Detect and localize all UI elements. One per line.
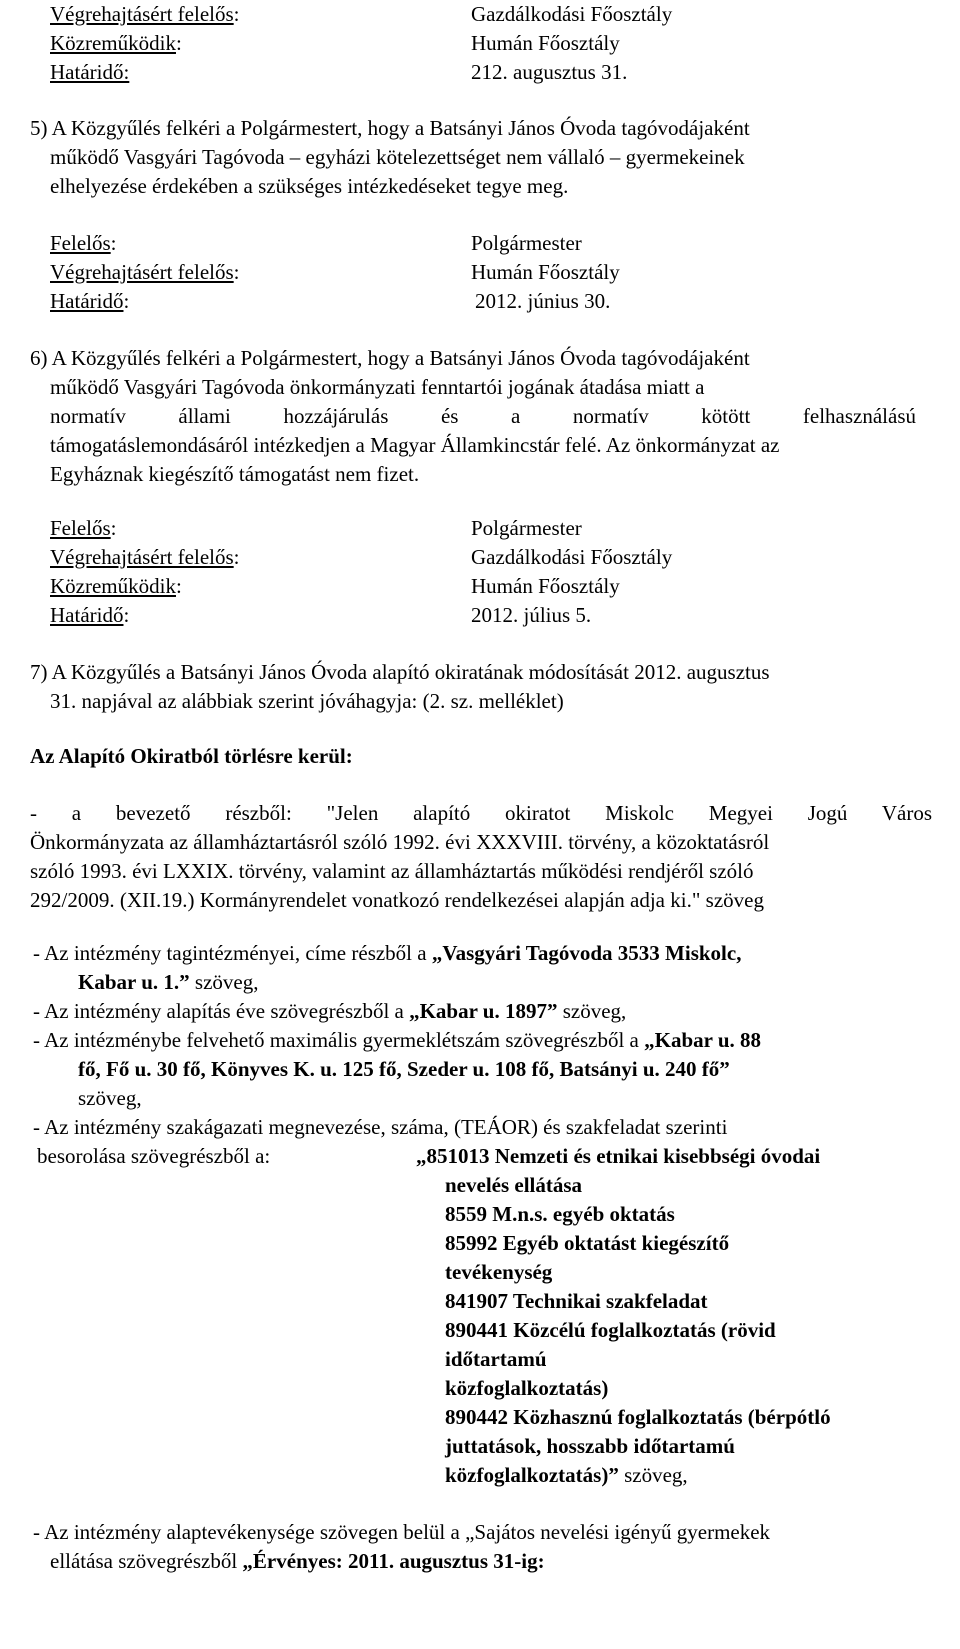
code-line-9: közfoglalkoztatás) bbox=[445, 1376, 609, 1400]
row-kozremukodik-label: Közreműködik: bbox=[50, 31, 182, 55]
code-line-2: nevelés ellátása bbox=[445, 1173, 583, 1197]
bullet4-line2: besorolása szövegrészből a: bbox=[37, 1144, 271, 1168]
code-line-6: 841907 Technikai szakfeladat bbox=[445, 1289, 708, 1313]
row-vegrehajtas-value: Gazdálkodási Főosztály bbox=[471, 2, 673, 26]
row-vegrehajtas-label: Végrehajtásért felelős: bbox=[50, 2, 240, 26]
row-hatarido-label: Határidő: bbox=[50, 60, 130, 84]
item6-line5: Egyháznak kiegészítő támogatást nem fizet. bbox=[50, 462, 420, 486]
bullet1-line2: Kabar u. 1.” szöveg, bbox=[78, 970, 259, 994]
row-hatarido-value: 212. augusztus 31. bbox=[471, 60, 628, 84]
item5-vegrehajtas-label: Végrehajtásért felelős: bbox=[50, 260, 240, 284]
item6-hatarido-label: Határidő: bbox=[50, 603, 130, 627]
item6-kozremukodik-value: Humán Főosztály bbox=[471, 574, 620, 598]
item6-line3: normatív állami hozzájárulás és a normatív kötött felhasználású bbox=[50, 404, 916, 428]
item7-line1: 7) A Közgyűlés a Batsányi János Óvoda alapító okiratának módosítását 2012. augusztus bbox=[30, 660, 770, 684]
para1-line2: Önkormányzata az államháztartásról szóló 1992. évi XXXVIII. törvény, a közoktatásról bbox=[30, 830, 770, 854]
bullet5-line2: ellátása szövegrészből „Érvényes: 2011. augusztus 31-ig: bbox=[50, 1549, 545, 1573]
item5-felelos-label: Felelős: bbox=[50, 231, 117, 255]
code-line-4: 85992 Egyéb oktatást kiegészítő bbox=[445, 1231, 730, 1255]
code-line-7: 890441 Közcélú foglalkoztatás (rövid bbox=[445, 1318, 776, 1342]
item5-line2: működő Vasgyári Tagóvoda – egyházi kötelezettséget nem vállaló – gyermekeinek bbox=[50, 145, 745, 169]
item6-felelos-label: Felelős: bbox=[50, 516, 117, 540]
item5-line3: elhelyezése érdekében a szükséges intézkedéseket tegye meg. bbox=[50, 174, 569, 198]
bullet3-line3: szöveg, bbox=[78, 1086, 142, 1110]
item6-hatarido-value: 2012. július 5. bbox=[471, 603, 592, 627]
item6-line1: 6) A Közgyűlés felkéri a Polgármestert, hogy a Batsányi János Óvoda tagóvodájaként bbox=[30, 346, 750, 370]
item6-line2: működő Vasgyári Tagóvoda önkormányzati fenntartói jogának átadása miatt a bbox=[50, 375, 705, 399]
item6-felelos-value: Polgármester bbox=[471, 516, 582, 540]
para1-line3: szóló 1993. évi LXXIX. törvény, valamint az államháztartás működési rendjéről szóló bbox=[30, 859, 754, 883]
item5-line1: 5) A Közgyűlés felkéri a Polgármestert, hogy a Batsányi János Óvoda tagóvodájaként bbox=[30, 116, 750, 140]
para1-line1: - a bevezető részből: "Jelen alapító okiratot Miskolc Megyei Jogú Város bbox=[30, 801, 932, 825]
code-line-5: tevékenység bbox=[445, 1260, 553, 1284]
item6-vegrehajtas-value: Gazdálkodási Főosztály bbox=[471, 545, 673, 569]
bullet5-line1: - Az intézmény alaptevékenysége szövegen belül a „Sajátos nevelési igényű gyermekek bbox=[33, 1520, 771, 1544]
bullet1-line1: - Az intézmény tagintézményei, címe részből a „Vasgyári Tagóvoda 3533 Miskolc, bbox=[33, 941, 742, 965]
item6-vegrehajtas-label: Végrehajtásért felelős: bbox=[50, 545, 240, 569]
code-line-10: 890442 Közhasznú foglalkoztatás (bérpótló bbox=[445, 1405, 831, 1429]
code-line-12: közfoglalkoztatás)” szöveg, bbox=[445, 1463, 688, 1487]
item5-felelos-value: Polgármester bbox=[471, 231, 582, 255]
item6-line4: támogatáslemondásáról intézkedjen a Magyar Államkincstár felé. Az önkormányzat az bbox=[50, 433, 780, 457]
item5-vegrehajtas-value: Humán Főosztály bbox=[471, 260, 620, 284]
code-line-1: „851013 Nemzeti és etnikai kisebbségi óvodai bbox=[416, 1144, 821, 1168]
row-kozremukodik-value: Humán Főosztály bbox=[471, 31, 620, 55]
para1-line4: 292/2009. (XII.19.) Kormányrendelet vonatkozó rendelkezései alapján adja ki." szöveg bbox=[30, 888, 764, 912]
bullet2: - Az intézmény alapítás éve szövegrészből a „Kabar u. 1897” szöveg, bbox=[33, 999, 627, 1023]
item5-hatarido-value: 2012. június 30. bbox=[475, 289, 611, 313]
bullet4-line1: - Az intézmény szakágazati megnevezése, száma, (TEÁOR) és szakfeladat szerinti bbox=[33, 1115, 728, 1139]
item7-line2: 31. napjával az alábbiak szerint jóváhagyja: (2. sz. melléklet) bbox=[50, 689, 564, 713]
code-line-8: időtartamú bbox=[445, 1347, 547, 1371]
code-line-3: 8559 M.n.s. egyéb oktatás bbox=[445, 1202, 675, 1226]
bullet3-line2: fő, Fő u. 30 fő, Könyves K. u. 125 fő, Szeder u. 108 fő, Batsányi u. 240 fő” bbox=[78, 1057, 730, 1081]
bullet3-line1: - Az intézménybe felvehető maximális gyermeklétszám szövegrészből a „Kabar u. 88 bbox=[33, 1028, 761, 1052]
code-line-11: juttatások, hosszabb időtartamú bbox=[445, 1434, 735, 1458]
item6-kozremukodik-label: Közreműködik: bbox=[50, 574, 182, 598]
section-heading: Az Alapító Okiratból törlésre kerül: bbox=[30, 744, 353, 768]
item5-hatarido-label: Határidő: bbox=[50, 289, 130, 313]
